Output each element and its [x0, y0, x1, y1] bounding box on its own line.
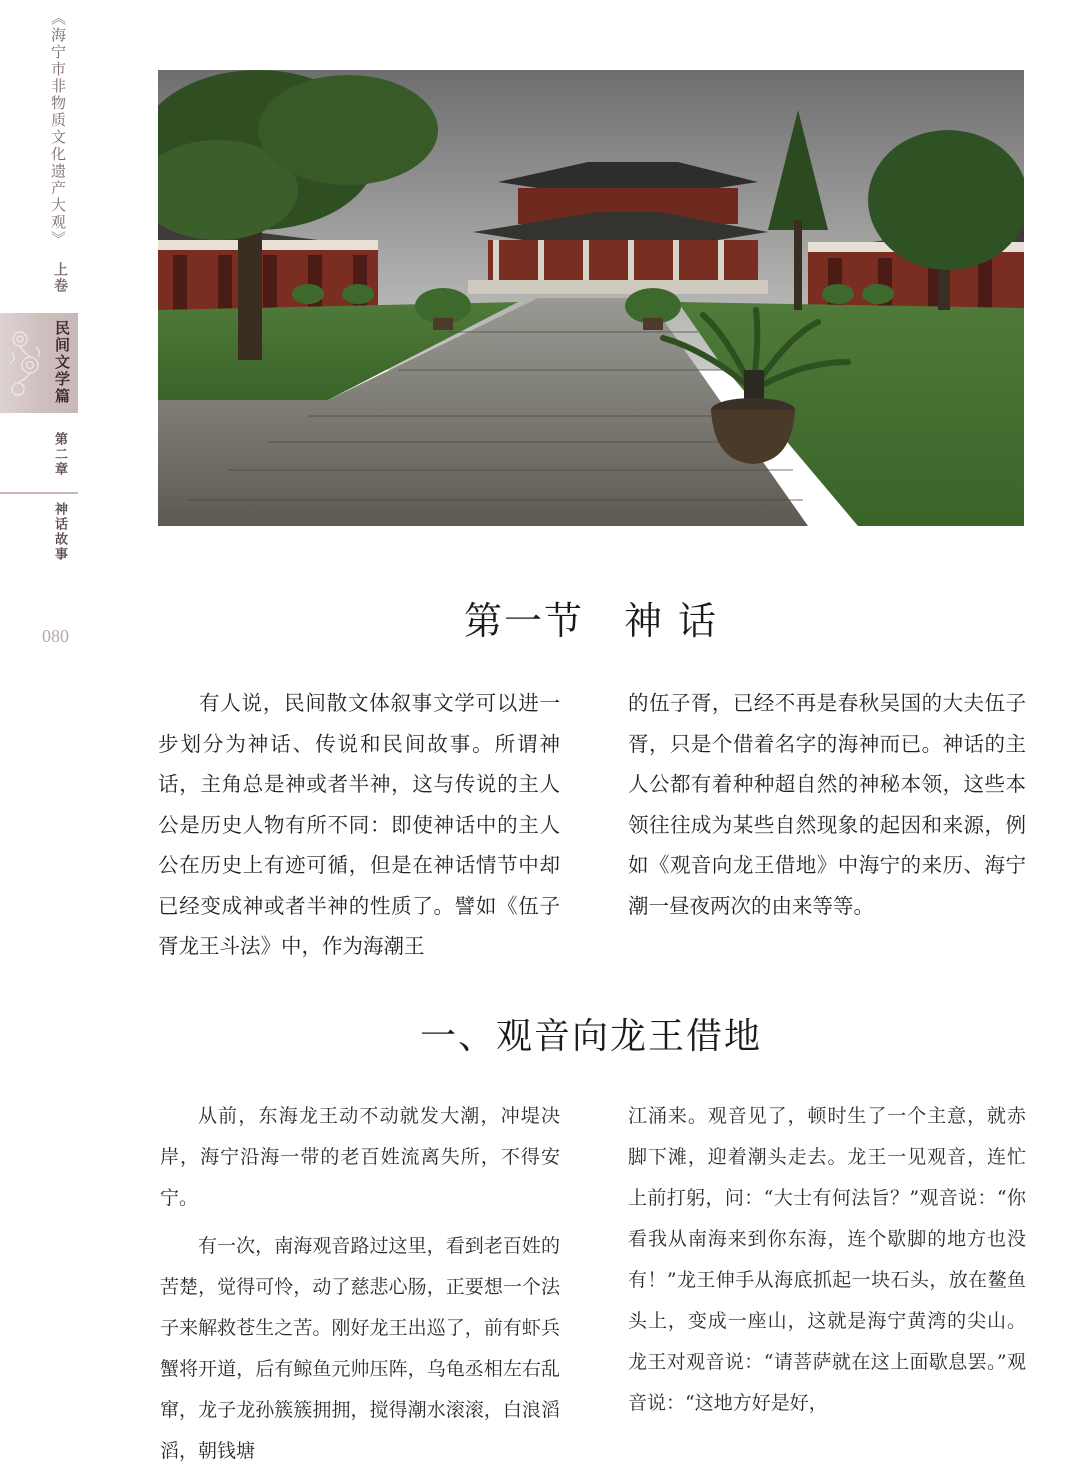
- chapter-divider: [0, 492, 78, 494]
- story-paragraph: 有一次，南海观音路过这里，看到老百姓的苦楚，觉得可怜，动了慈悲心肠，正要想一个法子来解救苍生之苦。刚好龙王出巡了，前有虾兵蟹将开道，后有鲸鱼元帅压阵，乌龟丞相左右乱窜，龙子龙孙簇簇拥拥，搅得潮水滚滚，白浪滔滔，朝钱塘: [160, 1235, 560, 1462]
- page-number: 080: [42, 626, 69, 646]
- chapter-label: 第二章: [52, 432, 67, 477]
- intro-right-column: 的伍子胥，已经不再是春秋吴国的大夫伍子胥，只是个借着名字的海神而已。神话的主人公都有着种种超自然的神秘本领，这些本领往往成为某些自然现象的起因和来源，例如《观音向龙王借地》中海宁的来历、海宁潮一昼夜两次的由来等等。: [628, 691, 1026, 918]
- temple-photo: [158, 70, 1024, 526]
- section-label: 民间文学篇: [53, 320, 71, 405]
- topic-label: 神话故事: [52, 502, 67, 562]
- book-title: 《海宁市非物质文化遗产大观》: [49, 10, 67, 248]
- story-paragraph: 从前，东海龙王动不动就发大潮，冲堤决岸，海宁沿海一带的老百姓流离失所，不得安宁。: [160, 1105, 560, 1209]
- volume-label: 上卷: [52, 262, 68, 294]
- story-right-column: [628, 1096, 1026, 1424]
- story-title: 一、观音向龙王借地: [419, 1016, 762, 1057]
- temple-courtyard-illustration: [158, 70, 1024, 526]
- intro-left-column: 有人说，民间散文体叙事文学可以进一步划分为神话、传说和民间故事。所谓神话，主角总是神或者半神，这与传说的主人公是历史人物有所不同：即使神话中的主人公在历史上有迹可循，但是在神话情节中却已经变成神或者半神的性质了。譬如《伍子胥龙王斗法》中，作为海潮王: [158, 691, 560, 958]
- story-paragraph: 江涌来。观音见了，顿时生了一个主意，就赤脚下滩，迎着潮头走去。龙王一见观音，连忙上前打躬，问：“大士有何法旨？”观音说：“你看我从南海来到你东海，连个歇脚的地方也没有！”龙王伸手从海底抓起一块石头，放在鳌鱼头上，变成一座山，这就是海宁黄湾的尖山。龙王对观音说：“请菩萨就在这上面歇息罢。”观音说：“这地方好是好，: [628, 1105, 1026, 1414]
- margin-strip: [0, 0, 78, 660]
- story-left-column: [160, 1096, 560, 1472]
- section-title: 第一节 神 话: [463, 599, 719, 643]
- floral-ornament-icon: [6, 323, 44, 403]
